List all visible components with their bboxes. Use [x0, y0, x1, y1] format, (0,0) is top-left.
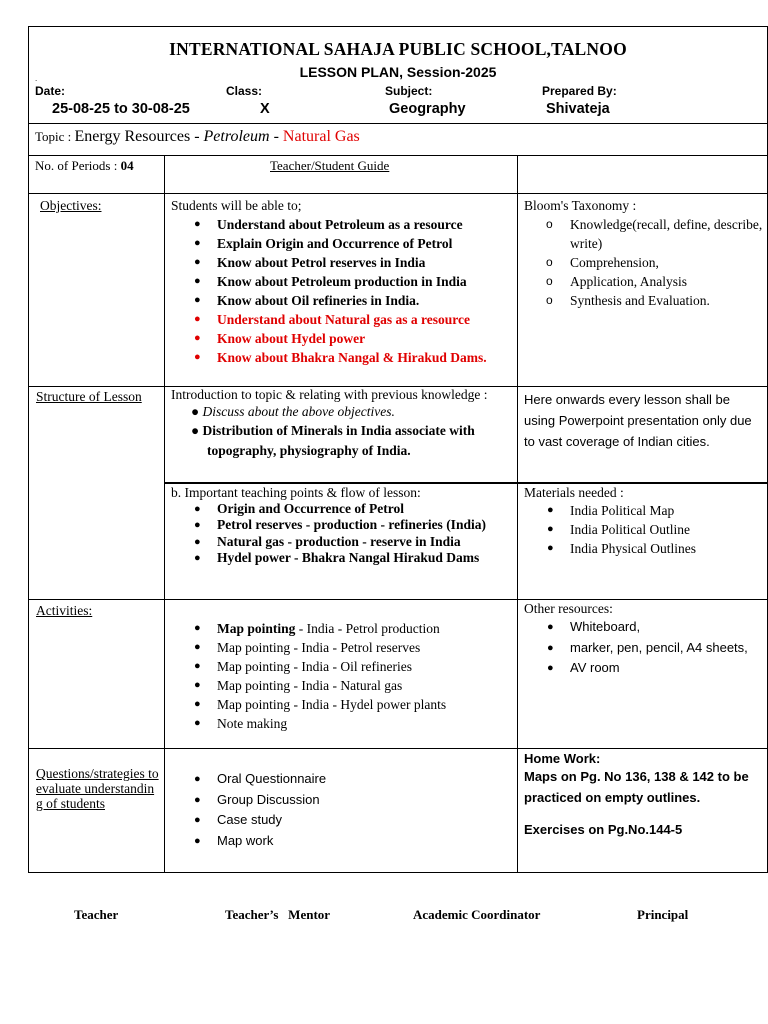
empty-cell — [518, 156, 768, 194]
stray-dot: . — [35, 74, 38, 83]
question-strategy: ● Group Discussion — [165, 790, 517, 811]
questions-label-cell — [29, 749, 165, 873]
powerpoint-note-cell — [518, 387, 768, 483]
topic-label: Topic : — [35, 129, 75, 144]
questions-label: Questions/strategies to evaluate understanding of students — [36, 766, 159, 811]
structure-item-italic: ● Discuss about the above objectives. — [191, 404, 395, 419]
resource-item: ● marker, pen, pencil, A4 sheets, — [518, 638, 767, 659]
school-name: INTERNATIONAL SAHAJA PUBLIC SCHOOL,TALNOO — [169, 39, 627, 59]
class-label: Class: — [226, 84, 263, 98]
bloom-item: o Comprehension, — [518, 253, 763, 272]
materials-title: Materials needed : — [524, 484, 624, 500]
bloom-item: o Application, Analysis — [518, 272, 763, 291]
teaching-point: ● Natural gas - production - reserve in India — [165, 534, 513, 551]
structure-item1-text: Discuss about the above objectives. — [202, 404, 395, 419]
periods-value: 04 — [120, 158, 134, 173]
activity-item: ● Map pointing - India - Hydel power plants — [165, 695, 517, 714]
activity-item: ● Map pointing - India - Petrol reserves — [165, 638, 517, 657]
objective-item: ● Understand about Natural gas as a resource — [165, 310, 513, 329]
material-item: ● India Political Map — [518, 501, 763, 520]
teaching-points-cell — [165, 483, 518, 600]
activities-cell — [165, 600, 518, 749]
topic-row — [29, 124, 768, 156]
teacher-student-guide-heading: Teacher/Student Guide — [270, 158, 390, 173]
objective-item: ● Understand about Petroleum as a resource — [165, 215, 513, 234]
material-item: ● India Political Outline — [518, 520, 763, 539]
signature-coordinator: Academic Coordinator — [413, 907, 541, 922]
objectives-label-cell — [29, 194, 165, 387]
topic-separator: - — [190, 128, 204, 145]
topic-energy-resources: Energy Resources — [74, 128, 191, 145]
question-strategy: ● Oral Questionnaire — [165, 769, 517, 790]
bloom-title: Bloom's Taxonomy : — [524, 198, 637, 213]
homework-cell — [518, 749, 768, 873]
subject-value: Geography — [389, 101, 466, 117]
activity-bold: Map pointing — [217, 621, 296, 636]
activities-label-cell — [29, 600, 165, 749]
resources-title: Other resources: — [524, 601, 613, 616]
teaching-points-title: b. Important teaching points & flow of lesson: — [171, 484, 421, 500]
signature-principal: Principal — [637, 907, 689, 922]
lesson-plan-table — [28, 26, 768, 873]
homework-text: Maps on Pg. No 136, 138 & 142 to be practiced on empty outlines. — [524, 769, 749, 805]
activities-label: Activities: — [36, 603, 93, 618]
resources-cell — [518, 600, 768, 749]
bloom-list — [518, 215, 763, 310]
session-title: LESSON PLAN, Session-2025 — [299, 64, 497, 80]
material-item: ● India Physical Outlines — [518, 539, 763, 558]
objective-item: ● Know about Oil refineries in India. — [165, 291, 513, 310]
questions-list — [165, 769, 517, 851]
periods-label: No. of Periods : — [35, 158, 121, 173]
objective-item: ● Know about Bhakra Nangal & Hirakud Dams. — [165, 348, 513, 367]
guide-cell — [165, 156, 518, 194]
activity-item: ● Note making — [165, 714, 517, 733]
structure-label-cell — [29, 387, 165, 600]
subject-label: Subject: — [385, 84, 433, 98]
teaching-point: ● Petrol reserves - production - refineries (India) — [165, 517, 513, 534]
objective-item: ● Know about Hydel power — [165, 329, 513, 348]
objectives-label: Objectives: — [40, 198, 102, 213]
objective-item: ● Explain Origin and Occurrence of Petrol — [165, 234, 513, 253]
periods-cell — [29, 156, 165, 194]
topic-separator: - — [269, 128, 283, 145]
objectives-list — [165, 215, 513, 367]
objectives-cell — [165, 194, 518, 387]
activity-item: ● Map pointing - India - Oil refineries — [165, 657, 517, 676]
topic-petroleum: Petroleum — [203, 128, 270, 145]
bloom-item: o Synthesis and Evaluation. — [518, 291, 763, 310]
objective-item: ● Know about Petroleum production in India — [165, 272, 513, 291]
class-value: X — [260, 101, 270, 117]
topic-natural-gas: Natural Gas — [282, 128, 360, 145]
date-value: 25-08-25 to 30-08-25 — [52, 101, 190, 117]
objectives-intro: Students will be able to; — [171, 198, 302, 213]
teaching-point: ● Origin and Occurrence of Petrol — [165, 501, 513, 518]
structure-intro-cell — [165, 387, 518, 483]
activities-list — [159, 619, 517, 733]
structure-intro: Introduction to topic & relating with previous knowledge : — [171, 387, 488, 402]
signature-teacher: Teacher — [74, 907, 119, 922]
activity-item: ● Map pointing - India - Natural gas — [165, 676, 517, 695]
materials-list — [518, 501, 763, 558]
activity-item — [165, 619, 517, 638]
activity-rest: - India - Petrol production — [295, 621, 440, 636]
objective-item: ● Know about Petrol reserves in India — [165, 253, 513, 272]
exercises-text: Exercises on Pg.No.144-5 — [524, 822, 683, 837]
bloom-item: o Knowledge(recall, define, describe, write) — [518, 215, 763, 253]
structure-item-bold: ● Distribution of Minerals in India associate with topography, physiography of India. — [191, 423, 475, 458]
teaching-point: ● Hydel power - Bhakra Nangal Hirakud Dams — [165, 550, 513, 567]
resource-item: ● AV room — [518, 658, 767, 679]
teaching-points-list — [165, 501, 513, 567]
homework-title: Home Work: — [524, 751, 601, 766]
date-label: Date: — [35, 84, 66, 98]
structure-label: Structure of Lesson — [36, 389, 142, 404]
question-strategy: ● Case study — [165, 810, 517, 831]
header-block — [29, 27, 768, 124]
question-strategy: ● Map work — [165, 831, 517, 852]
prepared-by-label: Prepared By: — [542, 84, 617, 98]
bloom-cell — [518, 194, 768, 387]
prepared-by-value: Shivateja — [546, 101, 610, 117]
powerpoint-note: Here onwards every lesson shall be using Powerpoint presentation only due to vast coverage of Indian cities. — [524, 392, 752, 449]
resource-item: ● Whiteboard, — [518, 617, 767, 638]
resources-list — [518, 617, 767, 679]
materials-cell — [518, 483, 768, 600]
signature-mentor: Teacher’s Mentor — [225, 907, 331, 922]
questions-cell — [165, 749, 518, 873]
structure-item2-text: Distribution of Minerals in India associate with topography, physiography of India. — [202, 423, 475, 458]
